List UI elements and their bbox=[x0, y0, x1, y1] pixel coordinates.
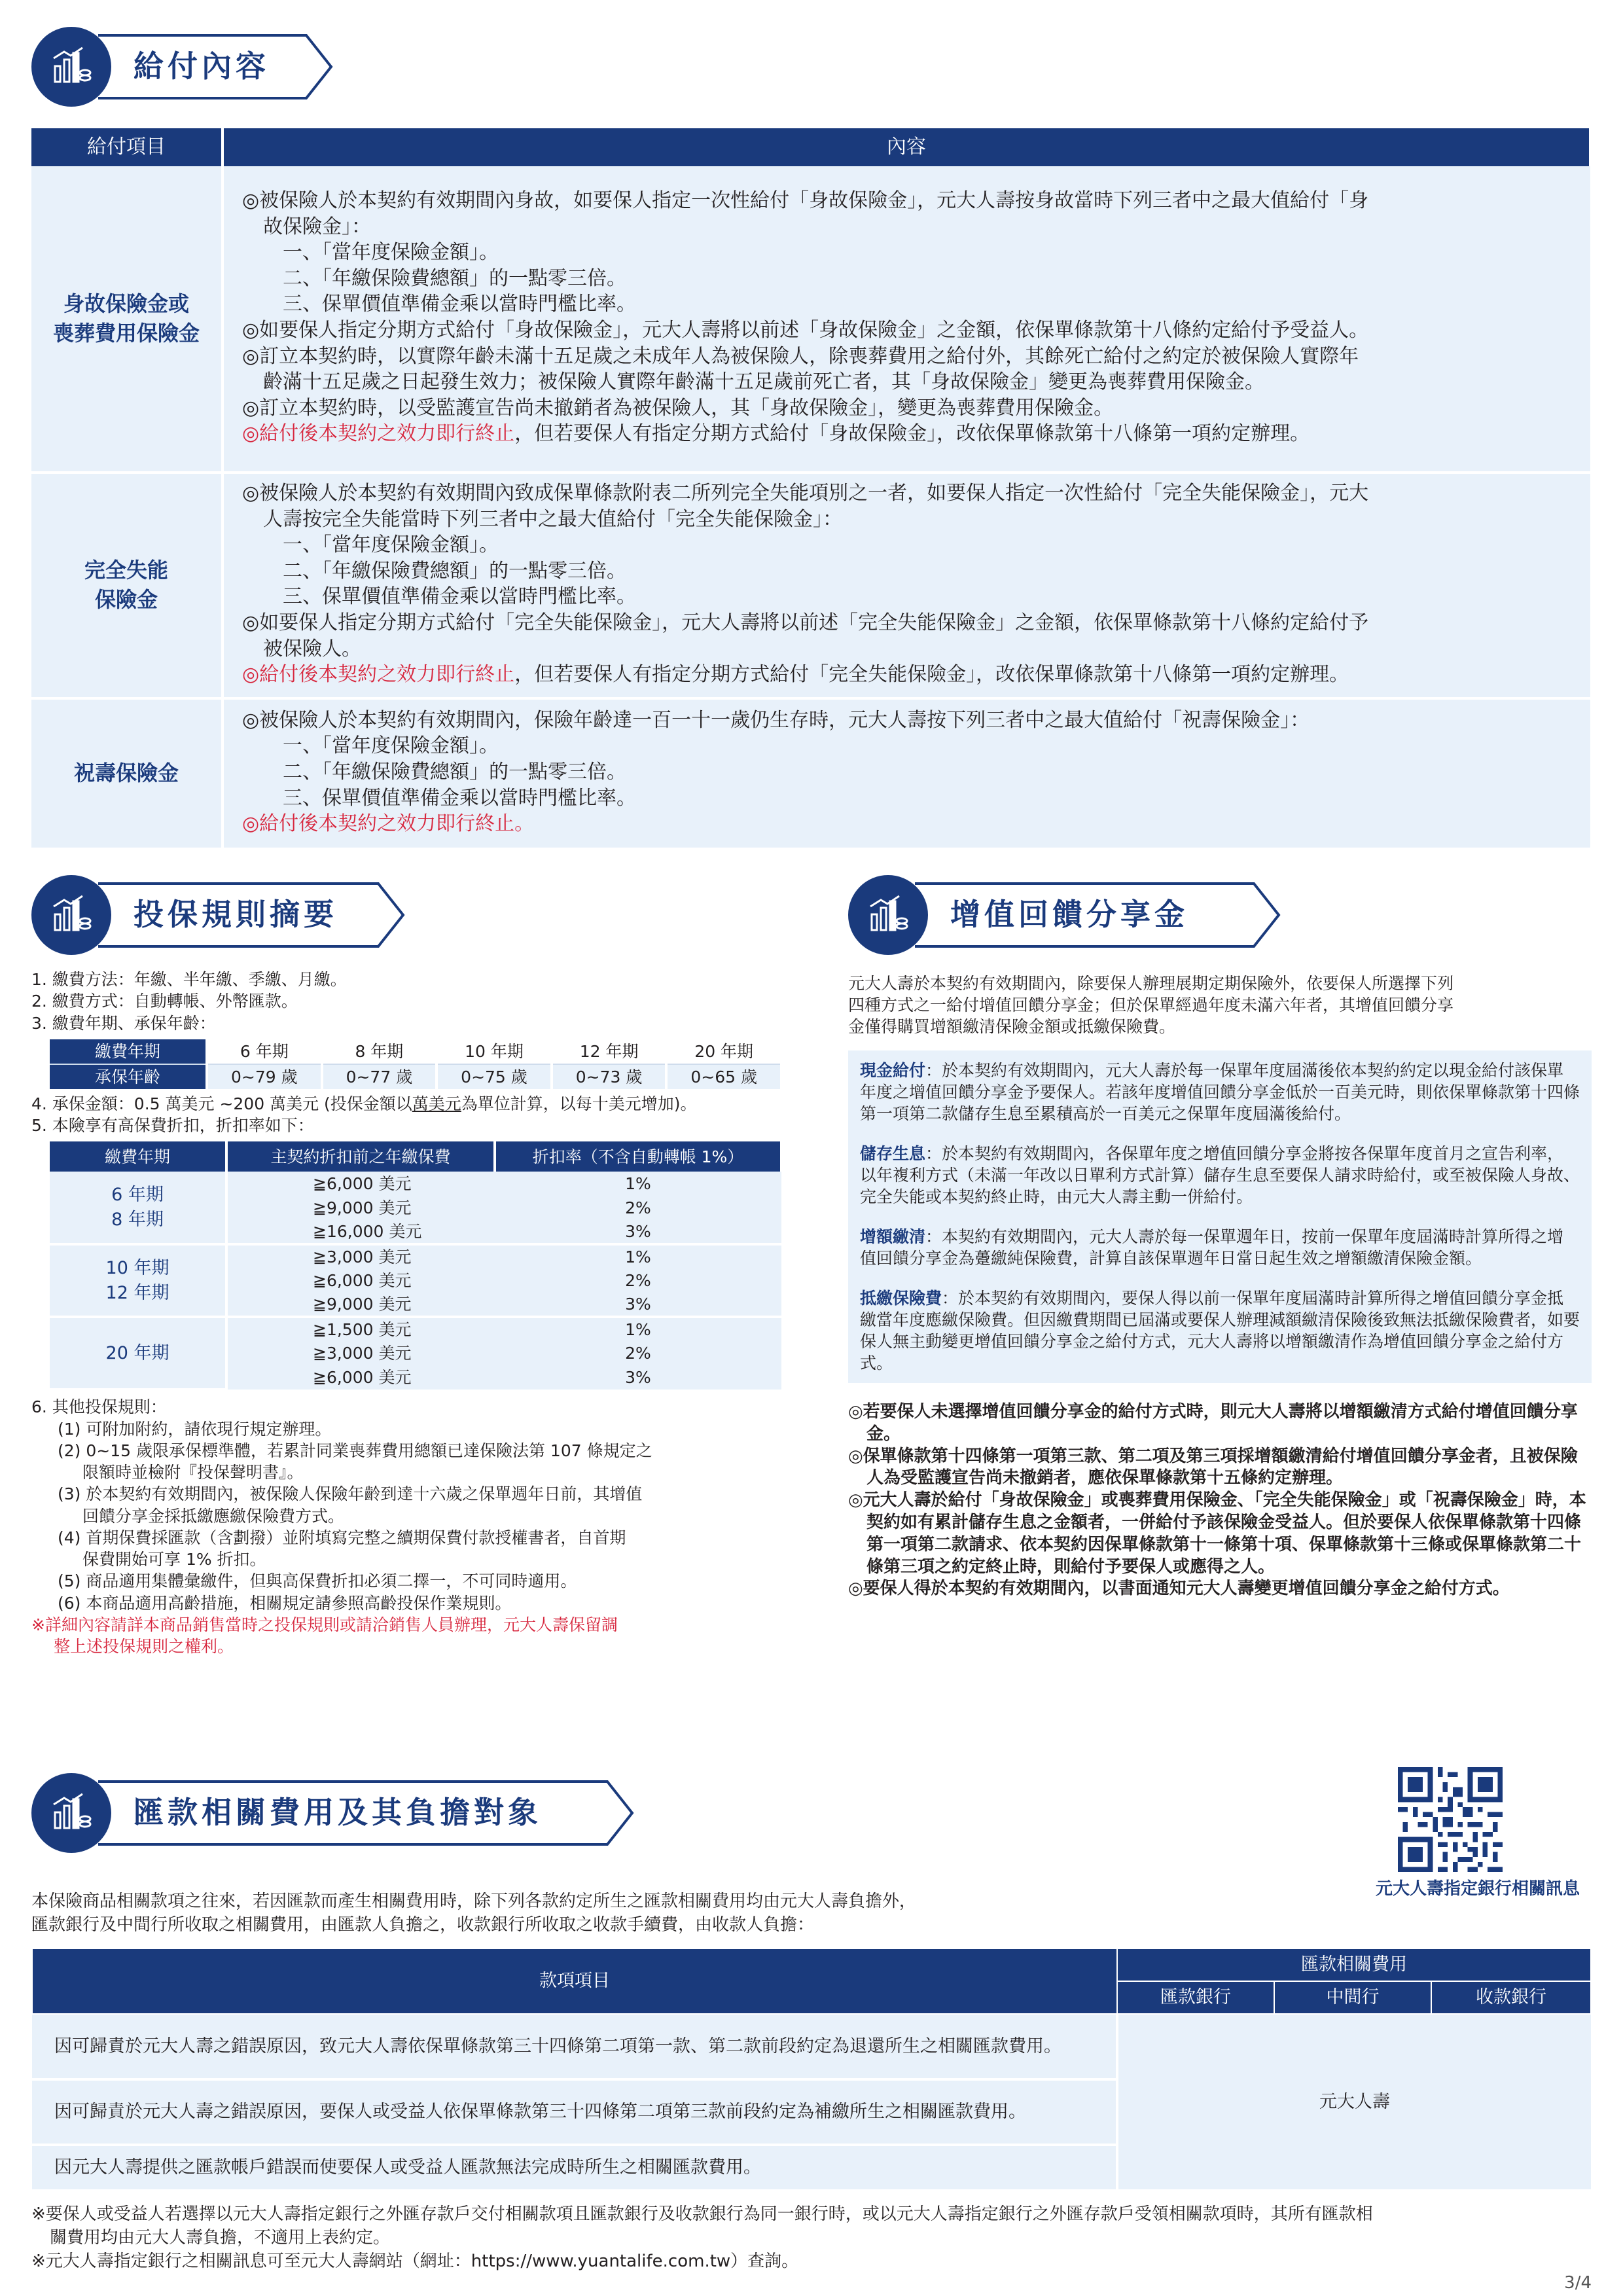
option-cash: 現金給付：於本契約有效期間內，元大人壽於每一保單年度屆滿後依本契約約定以現金給付該保單年度之增值回饋分享金予要保人。若該年度增值回饋分享金低於一百美元時，則依保單條款第十四條第一項第二款儲存生息至累積高於一百美元之保單年度屆滿後給付。 bbox=[860, 1061, 1580, 1123]
table-row bbox=[32, 2014, 1591, 2079]
table-cell: 2% bbox=[495, 1341, 781, 1365]
term-group: 10 年期 12 年期 bbox=[50, 1244, 226, 1317]
term-group: 20 年期 bbox=[50, 1317, 226, 1390]
table-cell: ≧9,000 美元 bbox=[226, 1293, 495, 1317]
section-title: 匯款相關費用及其負擔對象 bbox=[134, 1795, 542, 1831]
section-header-share bbox=[848, 874, 1234, 956]
section-title: 給付內容 bbox=[134, 48, 270, 84]
payout-options bbox=[848, 1050, 1592, 1383]
rule-item: 3. 繳費年期、承保年齡： bbox=[31, 1013, 216, 1033]
table-cell: 0~73 歲 bbox=[552, 1064, 667, 1089]
chart-coins-icon bbox=[848, 875, 928, 955]
column-header: 給付項目 bbox=[31, 128, 223, 166]
table-cell: 6 年期 bbox=[207, 1039, 322, 1064]
column-header: 收款銀行 bbox=[1431, 1981, 1591, 2014]
rules-summary bbox=[31, 969, 777, 1657]
column-header: 匯款相關費用 bbox=[1117, 1948, 1591, 1981]
share-intro: 元大人壽於本契約有效期間內，除要保人辦理展期定期保險外，依要保人所選擇下列 四種方式之一給付增值回饋分享金；但於保單經過年度未滿六年者，其增值回饋分享 金僅得購買增額繳清保險金額或抵繳保險費。 bbox=[848, 974, 1454, 1036]
disclaimer: ※詳細內容請詳本商品銷售當時之投保規則或請洽銷售人員辦理，元大人壽保留調 bbox=[31, 1615, 618, 1634]
share-notes: ◎若要保人未選擇增值回饋分享金的給付方式時，則元大人壽將以增額繳清方式給付增值回饋分享金。 ◎保單條款第十四條第一項第三款、第二項及第三項採增額繳清給付增值回饋分享金者，且被保險人為受監護宣告尚未撤銷者，應依保單條款第十五條約定辦理。 ◎元大人壽於給付「身故保險金」或喪葬費用保險金、「完全失能保險金」或「祝壽保險金」時，本契約如有累計儲存生息之金額者，一併給付予該保險金受益人。但於要保人依保單條款第十四條第一項第二款請求、依本契約因保單條款第十一條第十項、保單條款第十三條或保單條款第二十條第三項之約定終止時，則給付予要保人或應得之人。 ◎要保人得於本契約有效期間內，以書面通知元大人壽變更增值回饋分享金之給付方式。 bbox=[848, 1402, 1586, 1599]
section-header-remit bbox=[31, 1772, 588, 1854]
bonus-share-section bbox=[848, 973, 1592, 1600]
table-cell: ≧6,000 美元 bbox=[226, 1268, 495, 1293]
column-header: 內容 bbox=[223, 128, 1590, 166]
row-label: 祝壽保險金 bbox=[31, 698, 223, 849]
table-cell: 1% bbox=[495, 1172, 781, 1196]
table-cell: 0~75 歲 bbox=[437, 1064, 552, 1089]
term-group: 6 年期 8 年期 bbox=[50, 1172, 226, 1244]
payment-table bbox=[31, 128, 1592, 850]
table-cell: 2% bbox=[495, 1196, 781, 1220]
table-cell: 2% bbox=[495, 1268, 781, 1293]
footnotes: ※要保人或受益人若選擇以元大人壽指定銀行之外匯存款戶交付相關款項且匯款銀行及收款銀行為同一銀行時，或以元大人壽指定銀行之外匯存款戶受領相關款項時，其所有匯款相 關費用均由元大人壽負擔，不適用上表約定。 ※元大人壽指定銀行之相關訊息可至元大人壽網站（網址：https://www.yuantalife.com.tw）查詢。 bbox=[31, 2204, 1373, 2271]
table-cell: ≧6,000 美元 bbox=[226, 1172, 495, 1196]
table-cell: 3% bbox=[495, 1365, 781, 1390]
table-cell: ≧3,000 美元 bbox=[226, 1244, 495, 1268]
option-interest: 儲存生息：於本契約有效期間內，各保單年度之增值回饋分享金將按各保單年度首月之宣告利率，以年複利方式（未滿一年改以日單利方式計算）儲存生息至要保人請求時給付，或至被保險人身故、完全失能或本契約終止時，由元大人壽主動一併給付。 bbox=[860, 1144, 1580, 1206]
option-premium-offset: 抵繳保險費：於本契約有效期間內，要保人得以前一保單年度屆滿時計算所得之增值回饋分享金抵繳當年度應繳保險費。但因繳費期間已屆滿或要保人辦理減額繳清保險後致無法抵繳保險費者，如要保人無主動變更增值回饋分享金之給付方式，元大人壽將以增額繳清作為增值回饋分享金之給付方式。 bbox=[860, 1289, 1580, 1372]
qr-code-icon[interactable] bbox=[1398, 1767, 1503, 1872]
column-header: 款項項目 bbox=[32, 1948, 1117, 2014]
disclaimer: 整上述投保規則之權利。 bbox=[54, 1637, 234, 1656]
page-number: 3/4 bbox=[1564, 2273, 1592, 2293]
term-age-table bbox=[50, 1039, 783, 1089]
table-cell: 因元大人壽提供之匯款帳戶錯誤而使要保人或受益人匯款無法完成時所生之相關匯款費用。 bbox=[32, 2145, 1117, 2191]
table-cell: 20 年期 bbox=[666, 1039, 781, 1064]
remit-intro: 本保險商品相關款項之往來，若因匯款而產生相關費用時，除下列各款約定所生之匯款相關費用均由元大人壽負擔外， 匯款銀行及中間行所收取之相關費用，由匯款人負擔之，收款銀行所收取之收款手續費，由收款人負擔： bbox=[31, 1892, 917, 1935]
row-content: ◎被保險人於本契約有效期間內身故，如要保人指定一次性給付「身故保險金」，元大人壽按身故當時下列三者中之最大值給付「身 故保險金」： 一、「當年度保險金額」。 二、「年繳保險費總額」的一點零三倍。 三、保單價值準備金乘以當時門檻比率。 ◎如要保人指定分期方式給付「身故保險金」，元大人壽將以前述「身故保險金」之金額，依保單條款第十八條約定給付予受益人。 ◎訂立本契約時，以實際年齡未滿十五足歲之未成年人為被保險人，除喪葬費用之給付外，其餘死亡給付之約定於被保險人實際年 齡滿十五足歲之日起發生效力；被保險人實際年齡滿十五足歲前死亡者，其「身故保險金」變更為喪葬費用保險金。 ◎訂立本契約時，以受監護宣告尚未撤銷者為被保險人，其「身故保險金」，變更為喪葬費用保險金。 ◎給付後本契約之效力即行終止，但若要保人有指定分期方式給付「身故保險金」，改依保單條款第十八條第一項約定辦理。 bbox=[223, 166, 1590, 473]
table-cell: 0~79 歲 bbox=[207, 1064, 322, 1089]
rule-item: 2. 繳費方式：自動轉帳、外幣匯款。 bbox=[31, 992, 298, 1011]
qr-caption: 元大人壽指定銀行相關訊息 bbox=[1375, 1879, 1580, 1899]
table-cell: ≧3,000 美元 bbox=[226, 1341, 495, 1365]
table-cell: 1% bbox=[495, 1244, 781, 1268]
column-header: 中間行 bbox=[1274, 1981, 1431, 2014]
table-cell: 3% bbox=[495, 1220, 781, 1244]
table-cell: 0~77 歲 bbox=[322, 1064, 437, 1089]
table-cell: 3% bbox=[495, 1293, 781, 1317]
table-cell: 因可歸責於元大人壽之錯誤原因，要保人或受益人依保單條款第三十四條第二項第三款前段約定為補繳所生之相關匯款費用。 bbox=[32, 2079, 1117, 2145]
column-header: 繳費年期 bbox=[50, 1141, 226, 1172]
table-cell: ≧16,000 美元 bbox=[226, 1220, 495, 1244]
column-header: 折扣率（不含自動轉帳 1%） bbox=[495, 1141, 781, 1172]
row-content: ◎被保險人於本契約有效期間內致成保單條款附表二所列完全失能項別之一者，如要保人指定一次性給付「完全失能保險金」，元大 人壽按完全失能當時下列三者中之最大值給付「完全失能保險金」： 一、「當年度保險金額」。 二、「年繳保險費總額」的一點零三倍。 三、保單價值準備金乘以當時門檻比率。 ◎如要保人指定分期方式給付「完全失能保險金」，元大人壽將以前述「完全失能保險金」之金額，依保單條款第十八條約定給付予 被保險人。 ◎給付後本契約之效力即行終止，但若要保人有指定分期方式給付「完全失能保險金」，改依保單條款第十八條第一項約定辦理。 bbox=[223, 473, 1590, 698]
table-row bbox=[31, 166, 1590, 473]
other-rules: 6. 其他投保規則： (1) 可附加附約，請依現行規定辦理。 (2) 0~15 歲限承保標準體，若累計同業喪葬費用總額已達保險法第 107 條規定之 限額時並檢附『投保聲明書』。 (3) 於本契約有效期間內，被保險人保險年齡到達十六歲之保單週年日前，其增值 回饋分享金採抵繳應繳保險費方式。 (4) 首期保費採匯款（含劃撥）並附填寫完整之續期保費付款授權書者，自首期 保費開始可享 1% 折扣。 (5) 商品適用集體彙繳件，但與高保費折扣必須二擇一，不可同時適用。 (6) 本商品適用高齡措施，相關規定請參照高齡投保作業規則。 ※詳細內容請詳本商品銷售當時之投保規則或請洽銷售人員辦理，元大人壽保留調 整上述投保規則之權利。 bbox=[31, 1396, 777, 1657]
row-label: 完全失能 保險金 bbox=[31, 473, 223, 698]
rule-item: 5. 本險享有高保費折扣，折扣率如下： bbox=[31, 1116, 314, 1135]
discount-table bbox=[50, 1141, 783, 1391]
table-cell: 因可歸責於元大人壽之錯誤原因，致元大人壽依保單條款第三十四條第二項第一款、第二款前段約定為退還所生之相關匯款費用。 bbox=[32, 2014, 1117, 2079]
remit-fee-table bbox=[31, 1948, 1592, 2192]
option-paid-up: 增額繳清：本契約有效期間內，元大人壽於每一保單週年日，按前一保單年度屆滿時計算所得之增值回饋分享金為躉繳純保險費，計算自該保單週年日當日起生效之增額繳清保險金額。 bbox=[860, 1227, 1564, 1268]
table-cell: ≧6,000 美元 bbox=[226, 1365, 495, 1390]
chart-coins-icon bbox=[31, 27, 111, 107]
table-row bbox=[31, 698, 1590, 849]
column-header: 主契約折扣前之年繳保費 bbox=[226, 1141, 495, 1172]
table-cell: 0~65 歲 bbox=[666, 1064, 781, 1089]
table-cell: 1% bbox=[495, 1317, 781, 1341]
rule-item: 1. 繳費方法：年繳、半年繳、季繳、月繳。 bbox=[31, 970, 347, 989]
column-header: 匯款銀行 bbox=[1117, 1981, 1274, 2014]
payer-cell: 元大人壽 bbox=[1117, 2014, 1591, 2191]
table-cell: 10 年期 bbox=[437, 1039, 552, 1064]
row-label: 身故保險金或 喪葬費用保險金 bbox=[31, 166, 223, 473]
row-content: ◎被保險人於本契約有效期間內，保險年齡達一百一十一歲仍生存時，元大人壽按下列三者中之最大值給付「祝壽保險金」： 一、「當年度保險金額」。 二、「年繳保險費總額」的一點零三倍。 三、保單價值準備金乘以當時門檻比率。 ◎給付後本契約之效力即行終止。 bbox=[223, 698, 1590, 849]
section-title: 增值回饋分享金 bbox=[950, 897, 1188, 933]
table-cell: ≧1,500 美元 bbox=[226, 1317, 495, 1341]
table-cell: ≧9,000 美元 bbox=[226, 1196, 495, 1220]
section-header-payment bbox=[31, 26, 315, 107]
chart-coins-icon bbox=[31, 1773, 111, 1853]
section-title: 投保規則摘要 bbox=[134, 897, 338, 933]
table-cell: 12 年期 bbox=[552, 1039, 667, 1064]
chart-coins-icon bbox=[31, 875, 111, 955]
row-header: 承保年齡 bbox=[50, 1064, 207, 1089]
row-header: 繳費年期 bbox=[50, 1039, 207, 1064]
table-cell: 8 年期 bbox=[322, 1039, 437, 1064]
rule-item: 4. 承保金額：0.5 萬美元 ~200 萬美元 (投保金額以萬美元為單位計算，以每十美元增加)。 bbox=[31, 1094, 697, 1113]
section-header-rules bbox=[31, 874, 383, 956]
table-row bbox=[31, 473, 1590, 698]
